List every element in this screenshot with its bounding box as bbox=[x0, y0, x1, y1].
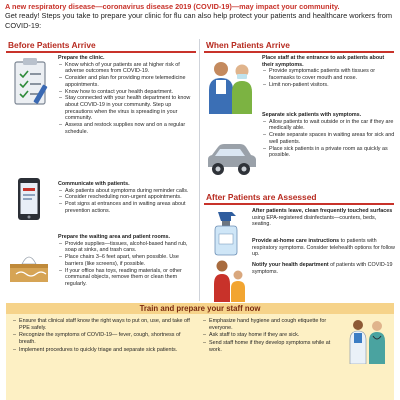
when-entrance-heading: Place staff at the entrance to ask patients about their symptoms. bbox=[262, 55, 385, 68]
list-item: – Emphasize hand hygiene and cough etiquette for everyone. bbox=[209, 318, 338, 331]
after-notify-heading: Notify your health department bbox=[252, 262, 329, 268]
list-item: – Post signs at entrances and in waiting areas about prevention actions. bbox=[65, 201, 194, 214]
after-clean-text: using EPA-registered disinfectants—counters, beds, seating. bbox=[252, 214, 377, 228]
list-item: – Provide supplies—tissues, alcohol-based hand rub, soap at sinks, and trash cans. bbox=[65, 241, 194, 254]
list-item: – Know how to contact your health department. bbox=[65, 89, 194, 96]
list-item: – Assess and restock supplies now and on a regular schedule. bbox=[65, 122, 194, 135]
train-right-list bbox=[202, 318, 338, 355]
train-box bbox=[6, 314, 394, 400]
intro-headline: A new respiratory disease—coronavirus disease 2019 (COVID-19)—may impact your community. bbox=[5, 2, 340, 11]
before-waiting-area-heading: Prepare the waiting area and patient rooms. bbox=[58, 234, 171, 240]
after-clean-heading: After patients leave, clean frequently touched surfaces bbox=[252, 208, 393, 214]
list-item: – Ask patients about symptoms during reminder calls. bbox=[65, 188, 194, 195]
when-separate-sick bbox=[262, 112, 396, 159]
list-item: – If your office has toys, reading materials, or other communal objects, remove them or clean them regularly. bbox=[65, 268, 194, 288]
list-item: – Place sick patients in a private room as quickly as possible. bbox=[269, 146, 396, 159]
list-item: – Place chairs 3–6 feet apart, when possible. Use barriers (like screens), if possible. bbox=[65, 254, 194, 267]
list-item: – Create separate spaces in waiting areas for sick and well patients. bbox=[269, 132, 396, 145]
after-home-care-text: to patients with respiratory symptoms. Consider telehealth options for follow up. bbox=[252, 238, 395, 258]
list-item: – Limit non-patient visitors. bbox=[269, 82, 396, 89]
tissue-box-icon bbox=[6, 252, 52, 286]
list-item: – Recognize the symptoms of COVID-19— fever, cough, shortness of breath. bbox=[19, 332, 190, 345]
after-home-care-heading: Provide at-home care instructions bbox=[252, 238, 340, 244]
train-title: Train and prepare your staff now bbox=[139, 304, 261, 313]
after-rule bbox=[204, 203, 394, 205]
list-item: – Know which of your patients are at higher risk of adverse outcomes from COVID-19. bbox=[65, 62, 194, 75]
list-item: – Ensure that clinical staff know the right ways to put on, use, and take off PPE safely. bbox=[19, 318, 190, 331]
before-prepare-clinic-heading: Prepare the clinic. bbox=[58, 55, 105, 61]
list-item: – Stay connected with your health department to know about COVID-19 in your community. Step up precautions when the virus is spreading in your community. bbox=[65, 95, 194, 122]
list-item: – Allow patients to wait outside or in the car if they are medically able. bbox=[269, 119, 396, 132]
after-title: After Patients are Assessed bbox=[206, 192, 317, 202]
when-entrance-staff bbox=[262, 55, 396, 89]
intro-section bbox=[0, 0, 400, 34]
clipboard-icon bbox=[8, 56, 54, 110]
list-item: – Provide symptomatic patients with tissues or facemasks to cover mouth and nose. bbox=[269, 68, 396, 81]
list-item: – Send staff home if they develop symptoms while at work. bbox=[209, 340, 338, 353]
intro-body: Get ready! Steps you take to prepare your clinic for flu can also help protect your patients and healthcare workers from COVID-19: bbox=[5, 11, 392, 30]
after-home-care bbox=[252, 238, 396, 258]
healthcare-workers-icon bbox=[344, 316, 392, 364]
before-communicate-heading: Communicate with patients. bbox=[58, 181, 130, 187]
phone-icon bbox=[12, 176, 46, 224]
spray-bottle-icon bbox=[210, 208, 246, 256]
before-title: Before Patients Arrive bbox=[8, 40, 96, 50]
car-icon bbox=[204, 139, 258, 179]
when-separate-heading: Separate sick patients with symptoms. bbox=[262, 112, 362, 118]
before-waiting-area bbox=[58, 234, 194, 288]
list-item: – Implement procedures to quickly triage and separate sick patients. bbox=[19, 347, 190, 354]
before-prepare-clinic bbox=[58, 55, 194, 135]
list-item: – Ask staff to stay home if they are sick. bbox=[209, 332, 338, 339]
before-communicate bbox=[58, 181, 194, 215]
when-rule bbox=[204, 51, 394, 53]
after-clean-surfaces bbox=[252, 208, 396, 228]
people-icon bbox=[204, 58, 258, 116]
train-title-bar bbox=[6, 303, 394, 314]
family-icon bbox=[210, 258, 250, 302]
list-item: – Consider rescheduling non-urgent appointments. bbox=[65, 194, 194, 201]
after-notify-text: of patients with COVID-19 symptoms. bbox=[252, 262, 393, 275]
when-title: When Patients Arrive bbox=[206, 40, 290, 50]
train-left-list bbox=[12, 318, 190, 355]
list-item: – Consider and plan for providing more telemedicine appointments. bbox=[65, 75, 194, 88]
before-rule bbox=[6, 51, 196, 53]
after-notify bbox=[252, 262, 396, 275]
column-divider bbox=[199, 39, 200, 301]
